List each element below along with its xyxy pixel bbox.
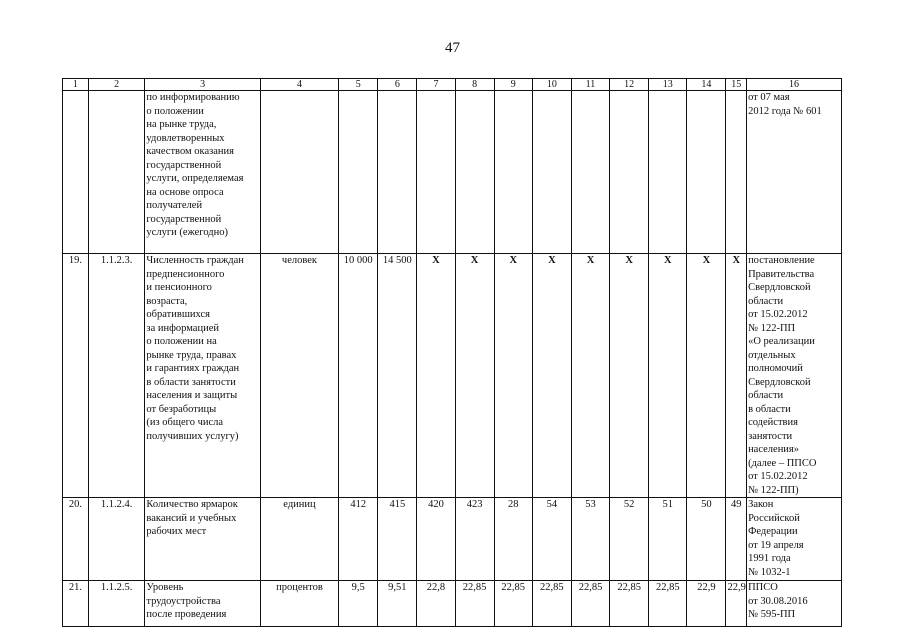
unit-cell	[260, 91, 338, 254]
value-cell: 22,85	[610, 581, 649, 627]
value-cell: 9,51	[378, 581, 417, 627]
value-cell: X	[455, 254, 494, 498]
value-cell: 10 000	[339, 254, 378, 498]
value-cell: 28	[494, 498, 532, 581]
legal-basis-cell: от 07 мая 2012 года № 601	[747, 91, 842, 254]
value-cell: 54	[532, 498, 571, 581]
value-cell: 14 500	[378, 254, 417, 498]
column-header: 5	[339, 79, 378, 91]
value-cell: X	[610, 254, 649, 498]
row-number: 19.	[63, 254, 89, 498]
value-cell: X	[532, 254, 571, 498]
column-header: 7	[417, 79, 455, 91]
column-header: 4	[260, 79, 338, 91]
value-cell: 22,85	[649, 581, 687, 627]
column-header: 6	[378, 79, 417, 91]
value-cell	[417, 91, 455, 254]
unit-cell: человек	[260, 254, 338, 498]
column-header: 1	[63, 79, 89, 91]
value-cell: X	[494, 254, 532, 498]
targets-table	[62, 78, 842, 627]
table-row	[63, 91, 842, 254]
column-header: 15	[726, 79, 747, 91]
indicator-name: Численность граждан предпенсионного и пенсионного возраста, обратившихся за информацией о положении на рынке труда, правах и гарантиях граждан в области занятости населения и защиты от безработицы (из общего числа получивших услугу)	[145, 254, 260, 498]
table-header-row	[63, 79, 842, 91]
value-cell: 22,85	[494, 581, 532, 627]
row-code: 1.1.2.5.	[88, 581, 145, 627]
value-cell	[378, 91, 417, 254]
value-cell: X	[687, 254, 726, 498]
unit-cell: единиц	[260, 498, 338, 581]
table-row	[63, 581, 842, 627]
value-cell: 50	[687, 498, 726, 581]
value-cell: 22,85	[571, 581, 609, 627]
row-number: 21.	[63, 581, 89, 627]
value-cell: 22,8	[417, 581, 455, 627]
column-header: 3	[145, 79, 260, 91]
value-cell: X	[649, 254, 687, 498]
legal-basis-cell: ППСО от 30.08.2016 № 595-ПП	[747, 581, 842, 627]
value-cell: 52	[610, 498, 649, 581]
column-header: 14	[687, 79, 726, 91]
value-cell: 415	[378, 498, 417, 581]
unit-cell: процентов	[260, 581, 338, 627]
value-cell	[339, 91, 378, 254]
value-cell	[726, 91, 747, 254]
row-code: 1.1.2.4.	[88, 498, 145, 581]
value-cell	[532, 91, 571, 254]
column-header: 10	[532, 79, 571, 91]
column-header: 11	[571, 79, 609, 91]
value-cell	[610, 91, 649, 254]
value-cell: 53	[571, 498, 609, 581]
column-header: 16	[747, 79, 842, 91]
table-row	[63, 498, 842, 581]
column-header: 8	[455, 79, 494, 91]
value-cell: 420	[417, 498, 455, 581]
table-row	[63, 254, 842, 498]
value-cell: 22,85	[455, 581, 494, 627]
value-cell: X	[417, 254, 455, 498]
row-number	[63, 91, 89, 254]
column-header: 9	[494, 79, 532, 91]
value-cell: 22,9	[687, 581, 726, 627]
value-cell	[455, 91, 494, 254]
row-code	[88, 91, 145, 254]
value-cell	[571, 91, 609, 254]
value-cell: 412	[339, 498, 378, 581]
indicator-name: Количество ярмарок вакансий и учебных рабочих мест	[145, 498, 260, 581]
value-cell: 51	[649, 498, 687, 581]
value-cell: X	[726, 254, 747, 498]
value-cell	[687, 91, 726, 254]
value-cell: X	[571, 254, 609, 498]
row-code: 1.1.2.3.	[88, 254, 145, 498]
indicator-name: Уровень трудоустройства после проведения	[145, 581, 260, 627]
legal-basis-cell: постановление Правительства Свердловской области от 15.02.2012 № 122-ПП «О реализации отдельных полномочий Свердловской области в области содействия занятости населения» (далее – ППСО от 15.02.2012 № 122-ПП)	[747, 254, 842, 498]
legal-basis-cell: Закон Российской Федерации от 19 апреля 1991 года № 1032-1	[747, 498, 842, 581]
value-cell: 423	[455, 498, 494, 581]
value-cell: 49	[726, 498, 747, 581]
column-header: 13	[649, 79, 687, 91]
value-cell	[494, 91, 532, 254]
value-cell	[649, 91, 687, 254]
value-cell: 22,9	[726, 581, 747, 627]
indicator-name: по информированию о положении на рынке труда, удовлетворенных качеством оказания государственной услуги, определяемая на основе опроса получателей государственной услуги (ежегодно)	[145, 91, 260, 254]
column-header: 12	[610, 79, 649, 91]
column-header: 2	[88, 79, 145, 91]
value-cell: 9,5	[339, 581, 378, 627]
row-number: 20.	[63, 498, 89, 581]
page-number: 47	[445, 40, 460, 56]
value-cell: 22,85	[532, 581, 571, 627]
